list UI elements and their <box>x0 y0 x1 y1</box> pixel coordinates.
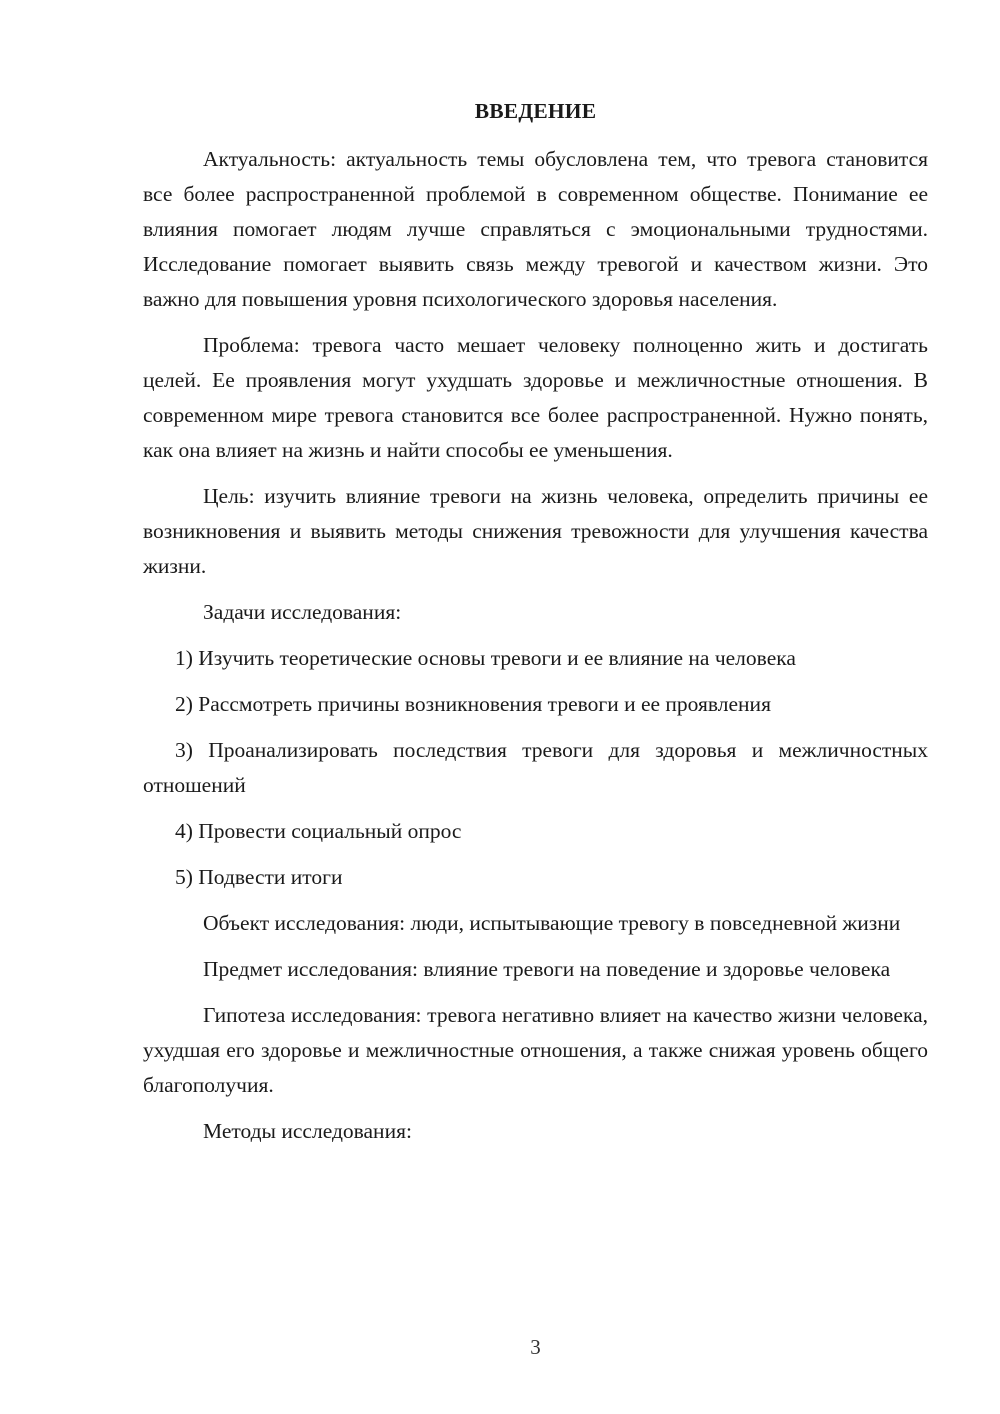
paragraph-problem: Проблема: тревога часто мешает человеку полноценно жить и достигать целей. Ее проявления могут ухудшать здоровье и межличностные отношения. В современном мире тревога становится все более распространенной. Нужно понять, как она влияет на жизнь и найти способы ее уменьшения. <box>143 333 928 462</box>
task-item-1: 1) Изучить теоретические основы тревоги и ее влияние на человека <box>175 646 796 670</box>
paragraph-goal: Цель: изучить влияние тревоги на жизнь человека, определить причины ее возникновения и выявить методы снижения тревожности для улучшения качества жизни. <box>143 484 928 578</box>
paragraph-hypothesis: Гипотеза исследования: тревога негативно влияет на качество жизни человека, ухудшая его здоровье и межличностные отношения, а также снижая уровень общего благополучия. <box>143 1003 928 1097</box>
task-item-3: 3) Проанализировать последствия тревоги для здоровья и межличностных отношений <box>143 738 928 797</box>
task-item-5: 5) Подвести итоги <box>175 865 343 889</box>
paragraph-subject: Предмет исследования: влияние тревоги на поведение и здоровье человека <box>203 957 891 981</box>
paragraph-relevance: Актуальность: актуальность темы обусловлена тем, что тревога становится все более распространенной проблемой в современном обществе. Понимание ее влияния помогает людям лучше справляться с эмоциональными трудностями. Исследование помогает выявить связь между тревогой и качеством жизни. Это важно для повышения уровня психологического здоровья населения. <box>143 147 928 311</box>
paragraph-tasks-heading: Задачи исследования: <box>203 600 402 624</box>
task-item-4: 4) Провести социальный опрос <box>175 819 462 843</box>
section-heading: ВВЕДЕНИЕ <box>474 99 597 123</box>
document-body <box>143 142 928 1160</box>
paragraph-object: Объект исследования: люди, испытывающие тревогу в повседневной жизни <box>203 911 901 935</box>
paragraph-methods: Методы исследования: <box>203 1119 412 1143</box>
page-number: 3 <box>530 1335 541 1359</box>
document-page <box>143 0 928 1414</box>
task-item-2: 2) Рассмотреть причины возникновения тревоги и ее проявления <box>175 692 771 716</box>
